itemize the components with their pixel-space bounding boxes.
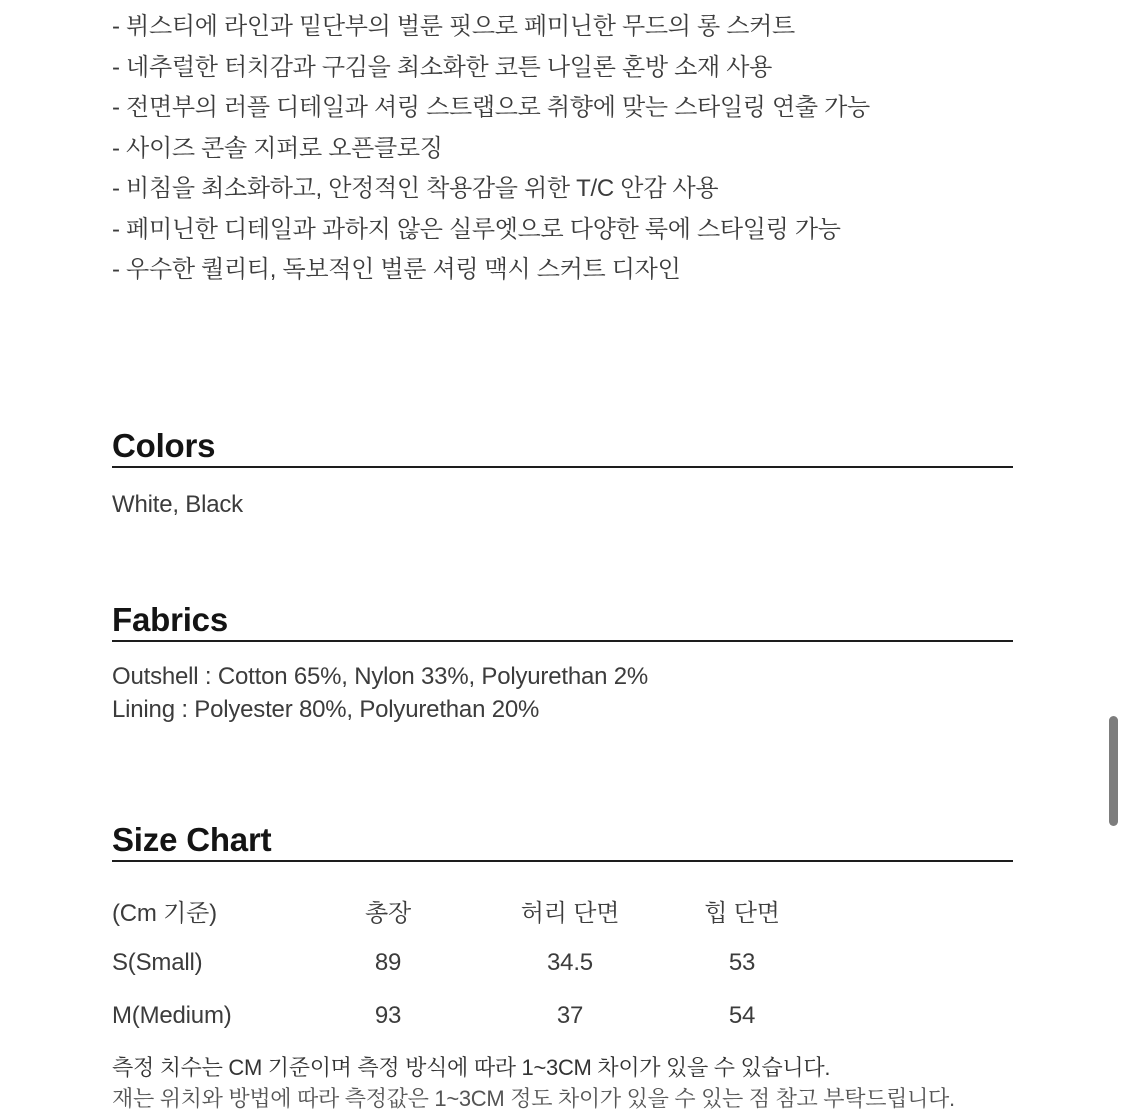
size-chart-section-title: Size Chart [112, 820, 1013, 862]
product-description-list [112, 0, 1013, 291]
hip-value: 54 [728, 1002, 756, 1029]
fabrics-lining-line: Lining : Polyester 80%, Polyurethan 20% [112, 695, 540, 723]
waist-value: 37 [556, 1002, 584, 1029]
description-item: - 전면부의 러플 디테일과 셔링 스트랩으로 취향에 맞는 스타일링 연출 가능 [112, 94, 870, 121]
fabrics-outshell-line: Outshell : Cotton 65%, Nylon 33%, Polyurethan 2% [112, 662, 649, 690]
fabrics-composition [112, 660, 1013, 726]
length-value: 93 [374, 1002, 402, 1029]
size-chart-table [112, 884, 1013, 1043]
size-chart-header-length: 총장 [365, 899, 411, 927]
description-item: - 우수한 퀄리티, 독보적인 벌룬 셔링 맥시 스커트 디자인 [112, 256, 681, 283]
colors-section-title: Colors [112, 426, 1013, 468]
size-chart-header-waist: 허리 단면 [520, 899, 620, 927]
table-row [112, 937, 1013, 990]
description-item: - 네추럴한 터치감과 구김을 최소화한 코튼 나일론 혼방 소재 사용 [112, 53, 772, 81]
hip-value: 53 [728, 949, 756, 976]
scrollbar-thumb[interactable] [1109, 716, 1118, 826]
measurement-note: 측정 치수는 CM 기준이며 측정 방식에 따라 1~3CM 차이가 있을 수 있습니다. [112, 1054, 831, 1080]
size-label: S(Small) [112, 949, 203, 976]
table-row [112, 990, 1013, 1043]
measurement-note-clipped: 재는 위치와 방법에 따라 측정값은 1~3CM 정도 차이가 있을 수 있는 점 참고 부탁드립니다. [112, 1085, 955, 1111]
description-item: - 비침을 최소화하고, 안정적인 착용감을 위한 T/C 안감 사용 [112, 175, 719, 202]
waist-value: 34.5 [547, 949, 593, 976]
description-item: - 뷔스티에 라인과 밑단부의 벌룬 핏으로 페미닌한 무드의 롱 스커트 [112, 13, 795, 40]
description-item: - 페미닌한 디테일과 과하지 않은 실루엣으로 다양한 룩에 스타일링 가능 [112, 215, 841, 243]
fabrics-section-title: Fabrics [112, 600, 1013, 642]
size-chart-header-hip: 힙 단면 [704, 899, 780, 927]
description-item: - 사이즈 콘솔 지퍼로 오픈클로징 [112, 134, 443, 162]
size-chart-header-unit: (Cm 기준) [112, 899, 217, 927]
length-value: 89 [374, 949, 402, 976]
size-chart-header-row [112, 884, 1013, 937]
size-label: M(Medium) [112, 1002, 232, 1029]
colors-value: White, Black [112, 490, 243, 518]
content-column [112, 0, 1013, 1114]
